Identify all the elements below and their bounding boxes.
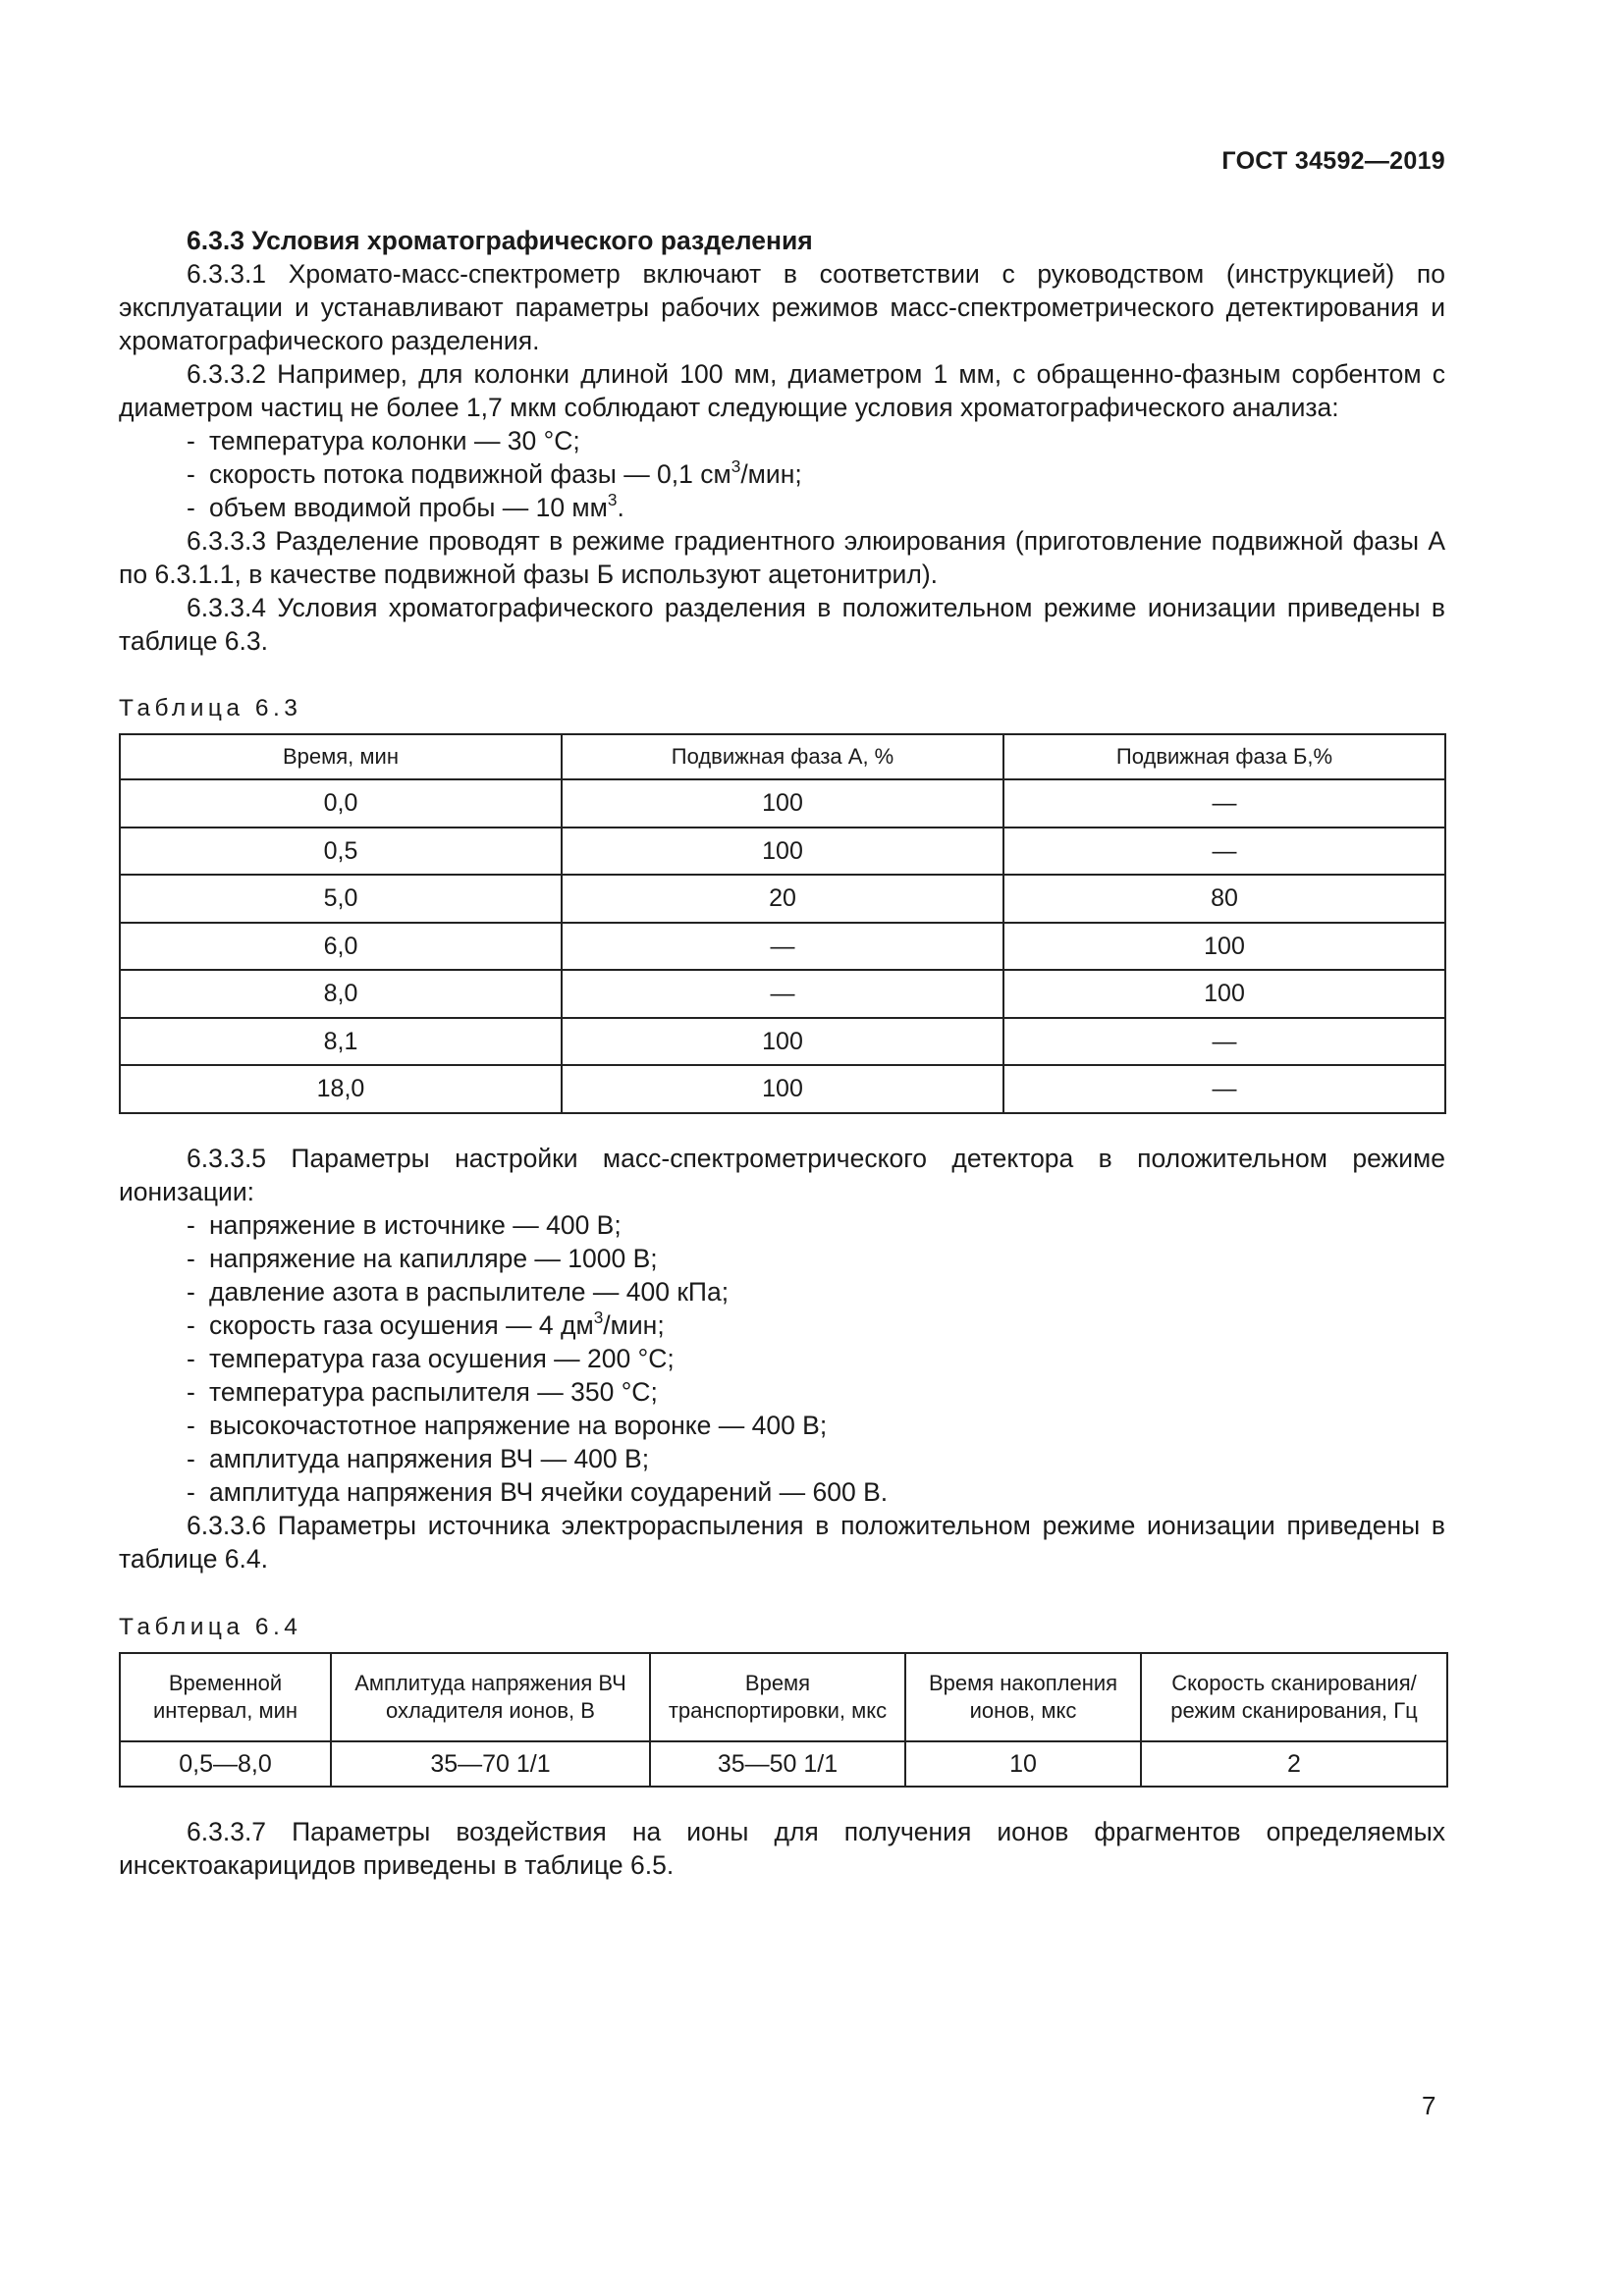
detector-param-item: - амплитуда напряжения ВЧ ячейки соударений — 600 В. xyxy=(187,1476,889,1507)
paragraph-6-3-3-1: 6.3.3.1 Хромато-масс-спектрометр включают в соответствии с руководством (инструкцией) по эксплуатации и устанавливают параметры рабочих режимов масс-спектрометрического детектирования и хроматографического разделения. xyxy=(119,259,1445,355)
paragraph-6-3-3-4: 6.3.3.4 Условия хроматографического разделения в положительном режиме ионизации приведены в таблице 6.3. xyxy=(119,593,1445,656)
table-cell: 80 xyxy=(1003,875,1445,923)
table-cell: 10 xyxy=(905,1741,1141,1787)
table-cell: — xyxy=(1003,1018,1445,1066)
table-cell: 100 xyxy=(562,1018,1003,1066)
paragraph-6-3-3-7: 6.3.3.7 Параметры воздействия на ионы для получения ионов фрагментов определяемых инсектоакарицидов приведены в таблице 6.5. xyxy=(119,1816,1445,1880)
table-cell: 0,0 xyxy=(120,779,562,828)
table-row xyxy=(120,828,1445,876)
table-cell: 100 xyxy=(562,1065,1003,1113)
table-row xyxy=(120,1065,1445,1113)
table-cell: 100 xyxy=(1003,923,1445,971)
column-header: Время транспортировки, мкс xyxy=(650,1653,905,1741)
column-header: Подвижная фаза Б,% xyxy=(1003,734,1445,779)
table-cell: 0,5 xyxy=(120,828,562,876)
detector-param-item: - амплитуда напряжения ВЧ — 400 В; xyxy=(187,1443,650,1473)
table-caption: Таблица 6.4 xyxy=(119,1613,302,1640)
table-cell: 2 xyxy=(1141,1741,1447,1787)
paragraph-6-3-3-6: 6.3.3.6 Параметры источника электрораспыления в положительном режиме ионизации приведены в таблице 6.4. xyxy=(119,1510,1445,1574)
detector-param-item: - температура распылителя — 350 °С; xyxy=(187,1376,658,1407)
detector-param-item: - скорость газа осушения — 4 $дм^3$/мин; xyxy=(187,1307,665,1340)
detector-param-item: - напряжение в источнике — 400 В; xyxy=(187,1209,622,1240)
table-caption: Таблица 6.3 xyxy=(119,695,302,721)
table-row xyxy=(120,1741,1447,1787)
page-number: 7 xyxy=(1422,2091,1436,2120)
column-header: Временной интервал, мин xyxy=(120,1653,331,1741)
table-row xyxy=(120,779,1445,828)
table-cell: 100 xyxy=(562,828,1003,876)
column-header: Скорость сканирования/ режим сканирования, Гц xyxy=(1141,1653,1447,1741)
detector-param-item: - высокочастотное напряжение на воронке — 400 В; xyxy=(187,1410,828,1440)
paragraph-6-3-3-2: 6.3.3.2 Например, для колонки длиной 100 мм, диаметром 1 мм, с обращенно-фазным сорбентом с диаметром частиц не более 1,7 мкм соблюдают следующие условия хроматографического анализа: xyxy=(119,359,1445,422)
table-cell: — xyxy=(562,923,1003,971)
column-header: Время накопления ионов, мкс xyxy=(905,1653,1141,1741)
table-cell: 18,0 xyxy=(120,1065,562,1113)
table-row xyxy=(120,1018,1445,1066)
section-heading: 6.3.3 Условия хроматографического разделения xyxy=(187,226,813,255)
detector-param-item: - давление азота в распылителе — 400 кПа; xyxy=(187,1276,730,1307)
table-cell: 6,0 xyxy=(120,923,562,971)
detector-param-item: - температура газа осушения — 200 °С; xyxy=(187,1343,675,1373)
table-6-4 xyxy=(119,1652,1448,1788)
paragraph-6-3-3-5: 6.3.3.5 Параметры настройки масс-спектрометрического детектора в положительном режиме ионизации: xyxy=(119,1143,1445,1206)
table-row xyxy=(120,923,1445,971)
table-cell: 20 xyxy=(562,875,1003,923)
table-header-row xyxy=(120,1653,1447,1741)
standard-number: ГОСТ 34592—2019 xyxy=(1221,147,1445,175)
condition-item: - скорость потока подвижной фазы — 0,1 $см^3$/мин; xyxy=(187,456,802,489)
table-cell: 0,5—8,0 xyxy=(120,1741,331,1787)
table-cell: 5,0 xyxy=(120,875,562,923)
table-6-3 xyxy=(119,733,1446,1114)
table-cell: 8,0 xyxy=(120,970,562,1018)
table-cell: — xyxy=(562,970,1003,1018)
column-header: Амплитуда напряжения ВЧ охладителя ионов, В xyxy=(331,1653,650,1741)
table-cell: — xyxy=(1003,779,1445,828)
page-content xyxy=(119,224,1445,1882)
column-header: Подвижная фаза А, % xyxy=(562,734,1003,779)
table-cell: — xyxy=(1003,828,1445,876)
condition-item: - температура колонки — 30 °С; xyxy=(187,426,580,455)
table-cell: — xyxy=(1003,1065,1445,1113)
column-header: Время, мин xyxy=(120,734,562,779)
table-header-row xyxy=(120,734,1445,779)
table-cell: 100 xyxy=(562,779,1003,828)
table-row xyxy=(120,875,1445,923)
table-cell: 8,1 xyxy=(120,1018,562,1066)
table-row xyxy=(120,970,1445,1018)
detector-param-item: - напряжение на капилляре — 1000 В; xyxy=(187,1243,658,1273)
table-cell: 100 xyxy=(1003,970,1445,1018)
paragraph-6-3-3-3: 6.3.3.3 Разделение проводят в режиме градиентного элюирования (приготовление подвижной фазы А по 6.3.1.1, в качестве подвижной фазы Б используют ацетонитрил). xyxy=(119,526,1445,589)
condition-item: - объем вводимой пробы — 10 $мм^3$. xyxy=(187,490,624,522)
table-cell: 35—70 1/1 xyxy=(331,1741,650,1787)
table-cell: 35—50 1/1 xyxy=(650,1741,905,1787)
